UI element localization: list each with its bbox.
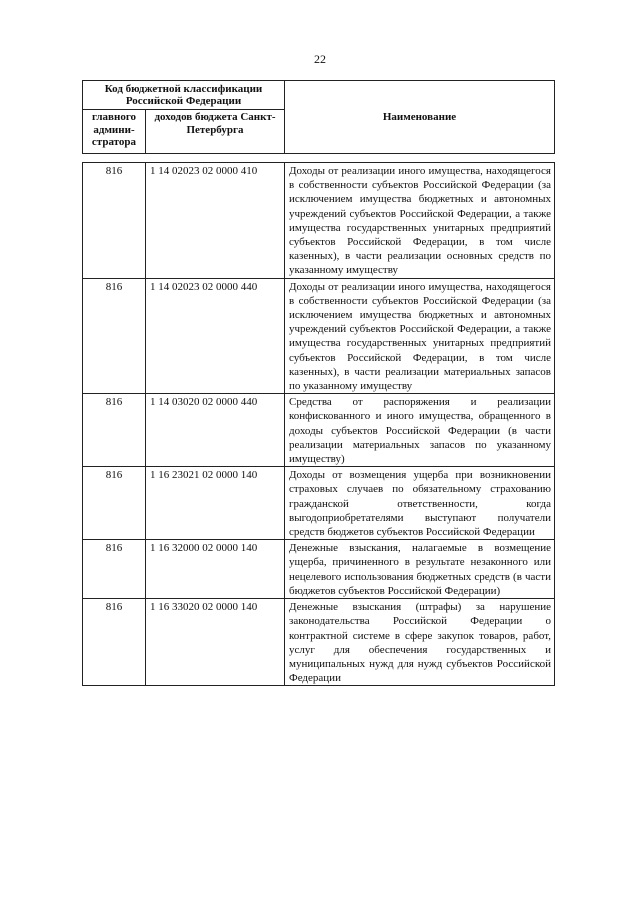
row-description: Доходы от реализации иного имущества, находящегося в собственности субъектов Российской Федерации (за исключением имущества бюджетных и автономных учреждений субъектов Российской Федерации, а также имущества государственных унитарных предприятий субъектов Российской Федерации, в том числе казенных), в части реализации основных средств по указанному имуществу [285, 163, 555, 279]
table-row [83, 163, 555, 279]
row-description: Средства от распоряжения и реализации конфискованного и иного имущества, обращенного в доходы субъектов Российской Федерации (в части реализации материальных запасов по указанному имуществу) [285, 394, 555, 467]
row-revenue-code: 1 16 23021 02 0000 140 [146, 467, 285, 540]
row-revenue-code: 1 16 32000 02 0000 140 [146, 540, 285, 599]
table-row [83, 394, 555, 467]
table-row [83, 467, 555, 540]
row-description: Доходы от возмещения ущерба при возникновении страховых случаев по обязательному страхованию гражданской ответственности, когда выгодоприобретателями выступают получатели средств бюджетов субъектов Российской Федерации [285, 467, 555, 540]
row-admin-code: 816 [83, 540, 146, 599]
header-budget-classification-code: Код бюджетной классификации Российской Федерации [83, 81, 285, 110]
row-admin-code: 816 [83, 467, 146, 540]
row-description: Денежные взыскания (штрафы) за нарушение законодательства Российской Федерации о контрактной системе в сфере закупок товаров, работ, услуг для обеспечения государственных и муниципальных нужд для нужд субъектов Российской Федерации [285, 599, 555, 686]
row-revenue-code: 1 16 33020 02 0000 140 [146, 599, 285, 686]
header-name: Наименование [285, 81, 555, 154]
row-description: Доходы от реализации иного имущества, находящегося в собственности субъектов Российской Федерации (за исключением имущества бюджетных и автономных учреждений субъектов Российской Федерации, а также имущества государственных унитарных предприятий субъектов Российской Федерации, в том числе казенных), в части реализации материальных запасов по указанному имуществу [285, 278, 555, 394]
revenue-table [82, 162, 555, 686]
row-description: Денежные взыскания, налагаемые в возмещение ущерба, причиненного в результате незаконного или нецелевого использования бюджетных средств (в части бюджетов субъектов Российской Федерации) [285, 540, 555, 599]
table-row [83, 540, 555, 599]
header-revenue-code: доходов бюджета Санкт-Петербурга [146, 110, 285, 154]
row-revenue-code: 1 14 02023 02 0000 410 [146, 163, 285, 279]
header-chief-administrator: главного админи-стратора [83, 110, 146, 154]
row-admin-code: 816 [83, 278, 146, 394]
row-revenue-code: 1 14 02023 02 0000 440 [146, 278, 285, 394]
row-admin-code: 816 [83, 394, 146, 467]
row-revenue-code: 1 14 03020 02 0000 440 [146, 394, 285, 467]
table-header [82, 80, 555, 154]
table-row [83, 278, 555, 394]
table-row [83, 599, 555, 686]
row-admin-code: 816 [83, 599, 146, 686]
page-number: 22 [314, 52, 326, 66]
row-admin-code: 816 [83, 163, 146, 279]
